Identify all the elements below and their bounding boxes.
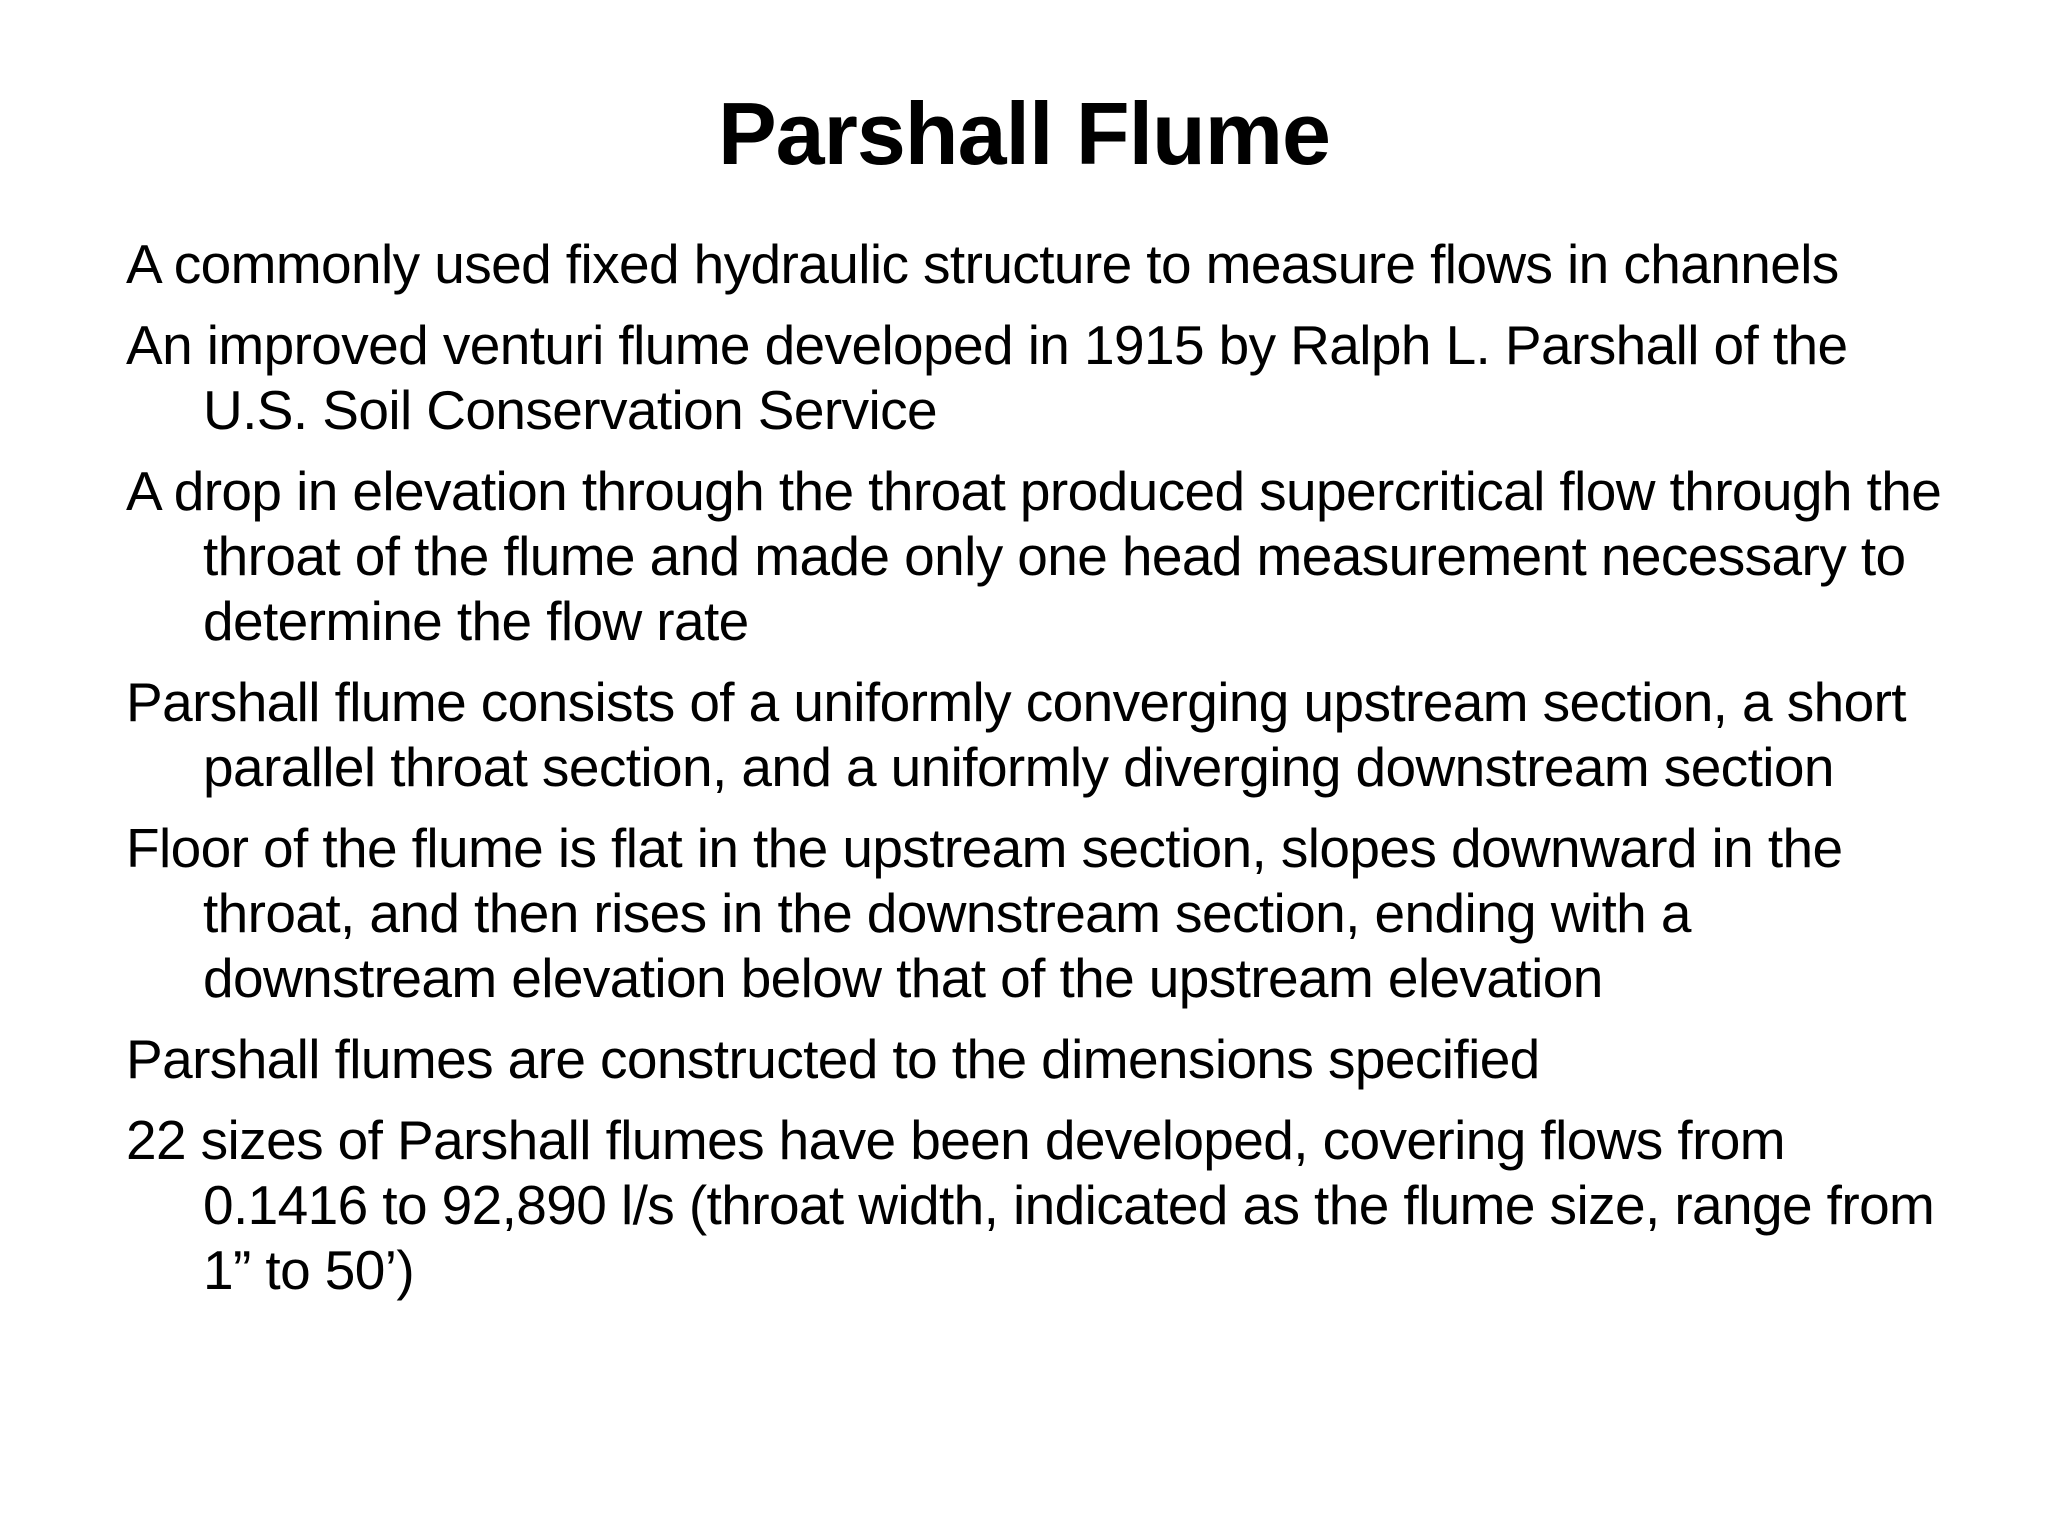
slide-title: Parshall Flume (717, 84, 1330, 183)
bullet-item: A drop in elevation through the throat produced supercritical flow through the throat of the flume and made only one head measurement necessary to determine the flow rate (126, 460, 1942, 652)
bullet-item: 22 sizes of Parshall flumes have been developed, covering flows from 0.1416 to 92,890 l/s (throat width, indicated as the flume size, range from 1” to 50’) (126, 1109, 1935, 1301)
bullet-item: A commonly used fixed hydraulic structure to measure flows in channels (126, 233, 1839, 295)
bullet-list (126, 232, 1956, 1319)
bullet-item: Parshall flumes are constructed to the dimensions specified (126, 1028, 1540, 1090)
bullet-item: Parshall flume consists of a uniformly converging upstream section, a short parallel throat section, and a uniformly diverging downstream section (126, 671, 1906, 798)
bullet-item: An improved venturi flume developed in 1915 by Ralph L. Parshall of the U.S. Soil Conservation Service (126, 314, 1848, 441)
bullet-item: Floor of the flume is flat in the upstream section, slopes downward in the throat, and then rises in the downstream section, ending with a downstream elevation below that of the upstream elevation (126, 817, 1843, 1009)
